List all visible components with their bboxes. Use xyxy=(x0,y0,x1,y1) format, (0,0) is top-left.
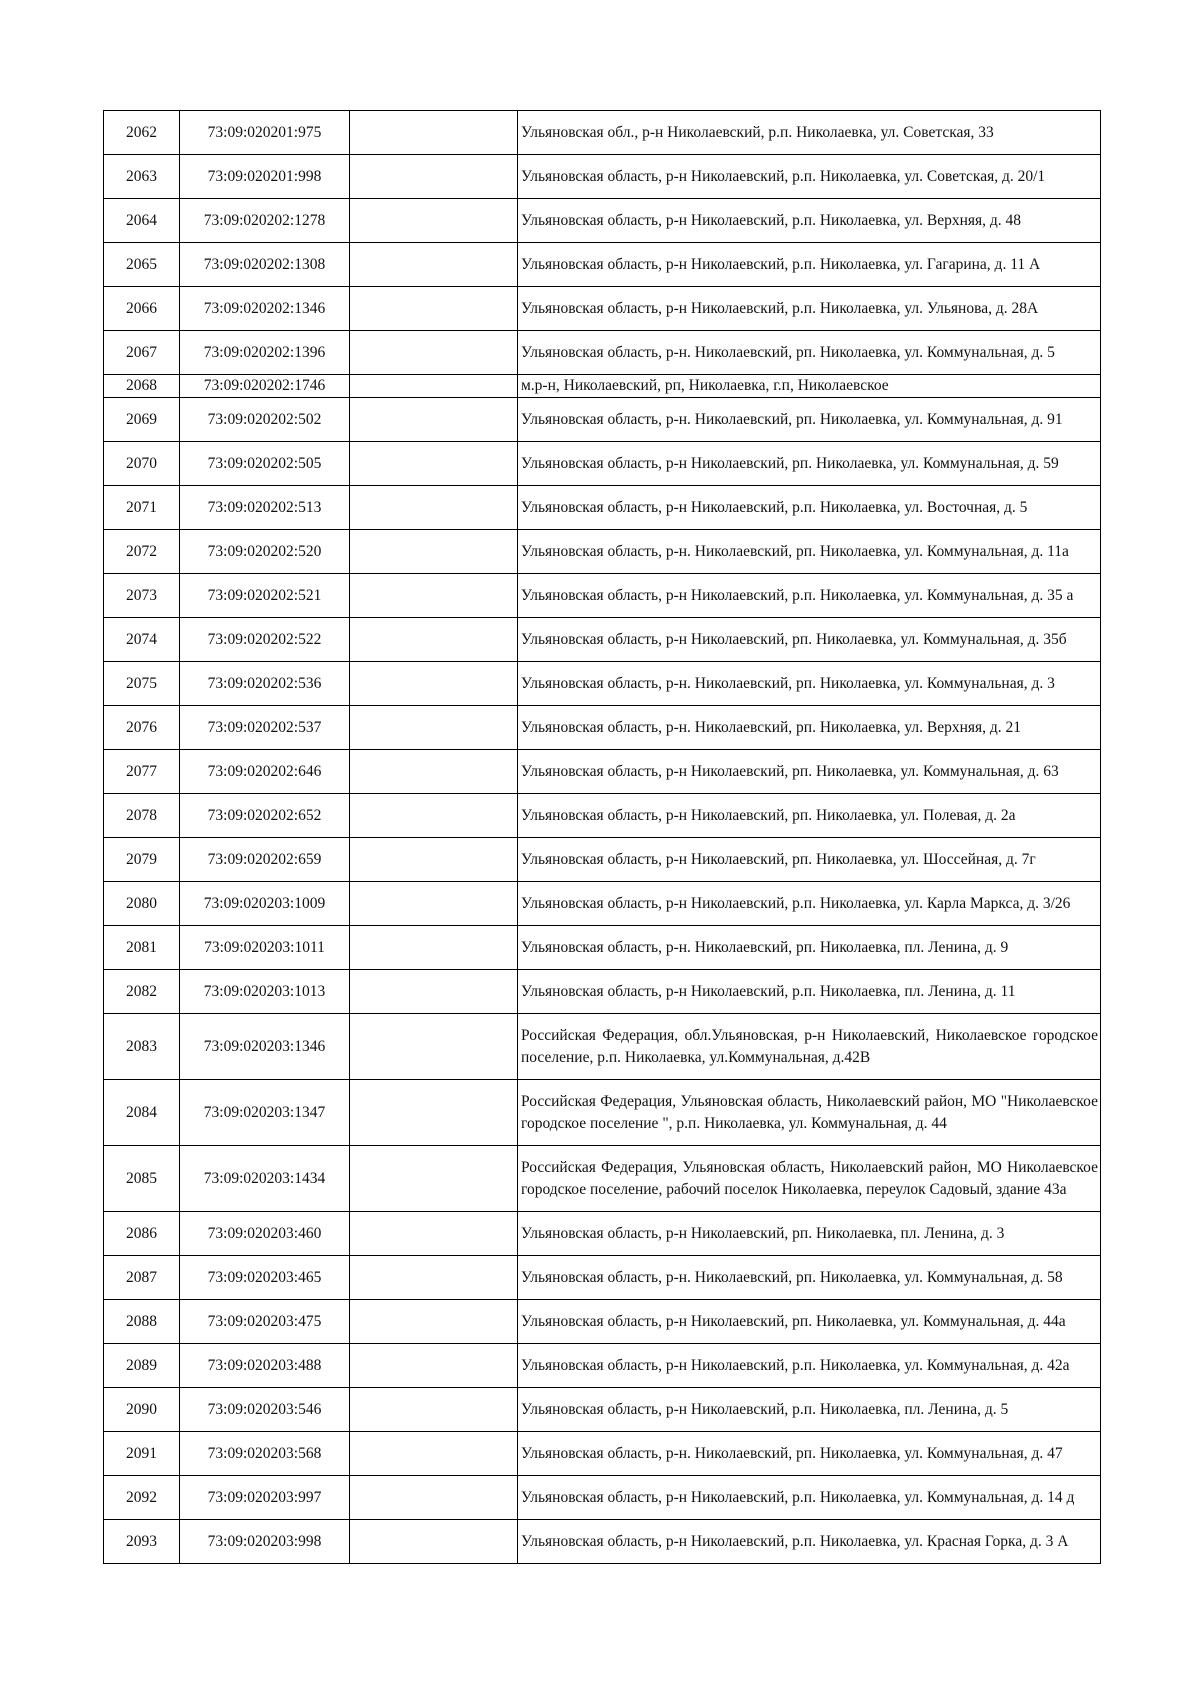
row-number-cell: 2064 xyxy=(104,199,180,243)
row-number-cell: 2074 xyxy=(104,618,180,662)
empty-cell xyxy=(350,838,518,882)
cadastral-number-cell: 73:09:020202:536 xyxy=(180,662,350,706)
row-number-cell: 2063 xyxy=(104,155,180,199)
empty-cell xyxy=(350,794,518,838)
empty-cell xyxy=(350,662,518,706)
cadastral-number-cell: 73:09:020203:465 xyxy=(180,1256,350,1300)
address-cell: Ульяновская обл., р-н Николаевский, р.п. Николаевка, ул. Советская, 33 xyxy=(518,111,1101,155)
address-cell: Ульяновская область, р-н. Николаевский, рп. Николаевка, ул. Коммунальная, д. 3 xyxy=(518,662,1101,706)
row-number-cell: 2077 xyxy=(104,750,180,794)
empty-cell xyxy=(350,486,518,530)
cadastral-number-cell: 73:09:020203:1347 xyxy=(180,1080,350,1146)
cadastral-number-cell: 73:09:020202:659 xyxy=(180,838,350,882)
address-cell: Ульяновская область, р-н. Николаевский, рп. Николаевка, ул. Коммунальная, д. 5 xyxy=(518,331,1101,375)
cadastral-number-cell: 73:09:020203:460 xyxy=(180,1212,350,1256)
table-row xyxy=(104,706,1101,750)
empty-cell xyxy=(350,530,518,574)
empty-cell xyxy=(350,1014,518,1080)
empty-cell xyxy=(350,970,518,1014)
table-row xyxy=(104,970,1101,1014)
address-cell: Ульяновская область, р-н Николаевский, р.п. Николаевка, ул. Ульянова, д. 28А xyxy=(518,287,1101,331)
address-cell: м.р-н, Николаевский, рп, Николаевка, г.п, Николаевское xyxy=(518,375,1101,398)
table-row xyxy=(104,794,1101,838)
cadastral-number-cell: 73:09:020202:1278 xyxy=(180,199,350,243)
row-number-cell: 2092 xyxy=(104,1476,180,1520)
cadastral-number-cell: 73:09:020203:998 xyxy=(180,1520,350,1564)
address-cell: Ульяновская область, р-н. Николаевский, рп. Николаевка, ул. Коммунальная, д. 58 xyxy=(518,1256,1101,1300)
address-cell: Российская Федерация, Ульяновская область, Николаевский район, МО Николаевское городское поселение, рабочий поселок Николаевка, переулок Садовый, здание 43а xyxy=(518,1146,1101,1212)
row-number-cell: 2067 xyxy=(104,331,180,375)
table-row xyxy=(104,331,1101,375)
table-row xyxy=(104,243,1101,287)
table-row xyxy=(104,1212,1101,1256)
empty-cell xyxy=(350,111,518,155)
table-row xyxy=(104,1080,1101,1146)
table-row xyxy=(104,1300,1101,1344)
cadastral-number-cell: 73:09:020202:1746 xyxy=(180,375,350,398)
row-number-cell: 2076 xyxy=(104,706,180,750)
cadastral-number-cell: 73:09:020201:998 xyxy=(180,155,350,199)
address-cell: Ульяновская область, р-н Николаевский, р.п. Николаевка, ул. Карла Маркса, д. 3/26 xyxy=(518,882,1101,926)
empty-cell xyxy=(350,1146,518,1212)
row-number-cell: 2078 xyxy=(104,794,180,838)
cadastral-number-cell: 73:09:020202:652 xyxy=(180,794,350,838)
table-row xyxy=(104,1344,1101,1388)
cadastral-number-cell: 73:09:020203:1009 xyxy=(180,882,350,926)
table-row xyxy=(104,287,1101,331)
table-row xyxy=(104,1432,1101,1476)
row-number-cell: 2083 xyxy=(104,1014,180,1080)
address-cell: Ульяновская область, р-н Николаевский, р.п. Николаевка, ул. Верхняя, д. 48 xyxy=(518,199,1101,243)
table-row xyxy=(104,530,1101,574)
cadastral-number-cell: 73:09:020203:475 xyxy=(180,1300,350,1344)
table-row xyxy=(104,618,1101,662)
address-cell: Ульяновская область, р-н Николаевский, рп. Николаевка, ул. Коммунальная, д. 44а xyxy=(518,1300,1101,1344)
empty-cell xyxy=(350,287,518,331)
address-cell: Ульяновская область, р-н. Николаевский, рп. Николаевка, ул. Коммунальная, д. 47 xyxy=(518,1432,1101,1476)
table-row xyxy=(104,574,1101,618)
address-cell: Ульяновская область, р-н. Николаевский, рп. Николаевка, ул. Верхняя, д. 21 xyxy=(518,706,1101,750)
address-cell: Ульяновская область, р-н Николаевский, р.п. Николаевка, ул. Гагарина, д. 11 А xyxy=(518,243,1101,287)
table-row xyxy=(104,375,1101,398)
table-row xyxy=(104,882,1101,926)
row-number-cell: 2080 xyxy=(104,882,180,926)
table-row xyxy=(104,838,1101,882)
row-number-cell: 2084 xyxy=(104,1080,180,1146)
row-number-cell: 2066 xyxy=(104,287,180,331)
address-cell: Ульяновская область, р-н Николаевский, р.п. Николаевка, пл. Ленина, д. 11 xyxy=(518,970,1101,1014)
table-row xyxy=(104,111,1101,155)
address-cell: Ульяновская область, р-н Николаевский, р.п. Николаевка, ул. Восточная, д. 5 xyxy=(518,486,1101,530)
empty-cell xyxy=(350,1476,518,1520)
empty-cell xyxy=(350,1300,518,1344)
cadastral-number-cell: 73:09:020203:546 xyxy=(180,1388,350,1432)
row-number-cell: 2069 xyxy=(104,398,180,442)
cadastral-number-cell: 73:09:020203:1011 xyxy=(180,926,350,970)
address-cell: Российская Федерация, обл.Ульяновская, р-н Николаевский, Николаевское городское поселение, р.п. Николаевка, ул.Коммунальная, д.42В xyxy=(518,1014,1101,1080)
cadastral-number-cell: 73:09:020203:1434 xyxy=(180,1146,350,1212)
address-cell: Ульяновская область, р-н Николаевский, рп. Николаевка, ул. Полевая, д. 2а xyxy=(518,794,1101,838)
row-number-cell: 2081 xyxy=(104,926,180,970)
table-row xyxy=(104,486,1101,530)
table-row xyxy=(104,199,1101,243)
cadastral-number-cell: 73:09:020202:520 xyxy=(180,530,350,574)
table-row xyxy=(104,1256,1101,1300)
empty-cell xyxy=(350,618,518,662)
table-row xyxy=(104,1388,1101,1432)
row-number-cell: 2091 xyxy=(104,1432,180,1476)
empty-cell xyxy=(350,706,518,750)
table-row xyxy=(104,1520,1101,1564)
row-number-cell: 2087 xyxy=(104,1256,180,1300)
address-cell: Ульяновская область, р-н Николаевский, р.п. Николаевка, ул. Коммунальная, д. 35 а xyxy=(518,574,1101,618)
table-row xyxy=(104,662,1101,706)
row-number-cell: 2088 xyxy=(104,1300,180,1344)
table-row xyxy=(104,926,1101,970)
cadastral-number-cell: 73:09:020202:537 xyxy=(180,706,350,750)
row-number-cell: 2073 xyxy=(104,574,180,618)
address-cell: Российская Федерация, Ульяновская область, Николаевский район, МО "Николаевское городское поселение ", р.п. Николаевка, ул. Коммунальная, д. 44 xyxy=(518,1080,1101,1146)
cadastral-number-cell: 73:09:020201:975 xyxy=(180,111,350,155)
cadastral-number-cell: 73:09:020203:997 xyxy=(180,1476,350,1520)
address-cell: Ульяновская область, р-н Николаевский, р.п. Николаевка, ул. Коммунальная, д. 14 д xyxy=(518,1476,1101,1520)
table-row xyxy=(104,155,1101,199)
row-number-cell: 2082 xyxy=(104,970,180,1014)
cadastral-number-cell: 73:09:020202:646 xyxy=(180,750,350,794)
table-row xyxy=(104,442,1101,486)
empty-cell xyxy=(350,199,518,243)
table-row xyxy=(104,1146,1101,1212)
row-number-cell: 2093 xyxy=(104,1520,180,1564)
empty-cell xyxy=(350,750,518,794)
empty-cell xyxy=(350,1212,518,1256)
row-number-cell: 2086 xyxy=(104,1212,180,1256)
address-cell: Ульяновская область, р-н Николаевский, р.п. Николаевка, ул. Советская, д. 20/1 xyxy=(518,155,1101,199)
address-cell: Ульяновская область, р-н Николаевский, рп. Николаевка, ул. Шоссейная, д. 7г xyxy=(518,838,1101,882)
row-number-cell: 2065 xyxy=(104,243,180,287)
row-number-cell: 2072 xyxy=(104,530,180,574)
empty-cell xyxy=(350,442,518,486)
cadastral-number-cell: 73:09:020202:1396 xyxy=(180,331,350,375)
address-cell: Ульяновская область, р-н Николаевский, р.п. Николаевка, пл. Ленина, д. 5 xyxy=(518,1388,1101,1432)
address-cell: Ульяновская область, р-н Николаевский, рп. Николаевка, ул. Коммунальная, д. 59 xyxy=(518,442,1101,486)
row-number-cell: 2089 xyxy=(104,1344,180,1388)
address-cell: Ульяновская область, р-н Николаевский, рп. Николаевка, пл. Ленина, д. 3 xyxy=(518,1212,1101,1256)
table-row xyxy=(104,1014,1101,1080)
address-cell: Ульяновская область, р-н Николаевский, р.п. Николаевка, ул. Коммунальная, д. 42а xyxy=(518,1344,1101,1388)
empty-cell xyxy=(350,1432,518,1476)
cadastral-number-cell: 73:09:020203:1013 xyxy=(180,970,350,1014)
cadastral-number-cell: 73:09:020203:488 xyxy=(180,1344,350,1388)
cadastral-number-cell: 73:09:020202:1308 xyxy=(180,243,350,287)
table-row xyxy=(104,398,1101,442)
empty-cell xyxy=(350,1520,518,1564)
empty-cell xyxy=(350,155,518,199)
address-cell: Ульяновская область, р-н. Николаевский, рп. Николаевка, ул. Коммунальная, д. 11а xyxy=(518,530,1101,574)
address-cell: Ульяновская область, р-н Николаевский, р.п. Николаевка, ул. Красная Горка, д. 3 А xyxy=(518,1520,1101,1564)
empty-cell xyxy=(350,1388,518,1432)
property-table xyxy=(103,110,1101,1564)
cadastral-number-cell: 73:09:020202:522 xyxy=(180,618,350,662)
empty-cell xyxy=(350,1080,518,1146)
empty-cell xyxy=(350,1344,518,1388)
address-cell: Ульяновская область, р-н Николаевский, рп. Николаевка, ул. Коммунальная, д. 35б xyxy=(518,618,1101,662)
row-number-cell: 2075 xyxy=(104,662,180,706)
empty-cell xyxy=(350,375,518,398)
empty-cell xyxy=(350,574,518,618)
empty-cell xyxy=(350,926,518,970)
empty-cell xyxy=(350,882,518,926)
address-cell: Ульяновская область, р-н Николаевский, рп. Николаевка, ул. Коммунальная, д. 63 xyxy=(518,750,1101,794)
row-number-cell: 2085 xyxy=(104,1146,180,1212)
row-number-cell: 2062 xyxy=(104,111,180,155)
empty-cell xyxy=(350,331,518,375)
row-number-cell: 2070 xyxy=(104,442,180,486)
cadastral-number-cell: 73:09:020202:505 xyxy=(180,442,350,486)
table-row xyxy=(104,750,1101,794)
table-row xyxy=(104,1476,1101,1520)
cadastral-number-cell: 73:09:020202:502 xyxy=(180,398,350,442)
cadastral-number-cell: 73:09:020202:513 xyxy=(180,486,350,530)
address-cell: Ульяновская область, р-н. Николаевский, рп. Николаевка, пл. Ленина, д. 9 xyxy=(518,926,1101,970)
empty-cell xyxy=(350,243,518,287)
cadastral-number-cell: 73:09:020202:521 xyxy=(180,574,350,618)
address-cell: Ульяновская область, р-н. Николаевский, рп. Николаевка, ул. Коммунальная, д. 91 xyxy=(518,398,1101,442)
cadastral-number-cell: 73:09:020203:1346 xyxy=(180,1014,350,1080)
cadastral-number-cell: 73:09:020202:1346 xyxy=(180,287,350,331)
empty-cell xyxy=(350,398,518,442)
row-number-cell: 2071 xyxy=(104,486,180,530)
cadastral-number-cell: 73:09:020203:568 xyxy=(180,1432,350,1476)
row-number-cell: 2068 xyxy=(104,375,180,398)
row-number-cell: 2079 xyxy=(104,838,180,882)
empty-cell xyxy=(350,1256,518,1300)
row-number-cell: 2090 xyxy=(104,1388,180,1432)
